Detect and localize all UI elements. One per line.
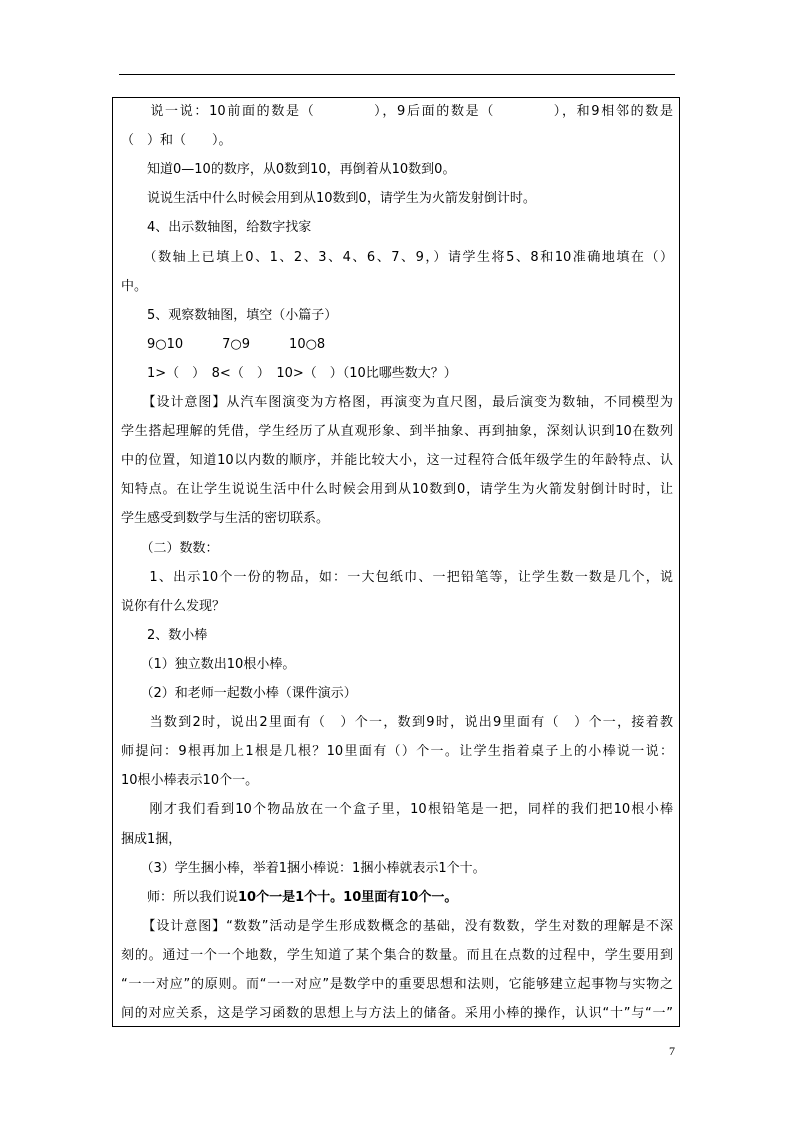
text-line: 说一说：10前面的数是（ ），9后面的数是（ ），和9相邻的数是 [121,104,673,119]
text-line: 【设计意图】从汽车图演变为方格图，再演变为直尺图，最后演变为数轴，不同模型为 [121,395,673,410]
text-line: 间的对应关系，这是学习函数的思想上与方法上的储备。采用小棒的操作，认识“十”与“一” [121,1006,673,1022]
text-line: 5、观察数轴图，填空（小篇子） [121,307,338,323]
text-line: 刻的。通过一个一个地数，学生知道了某个集合的数量。而且在点数的过程中，学生要用到 [121,947,673,963]
text-line: （3）学生捆小棒，举着1捆小棒说：1捆小棒就表示1个十。 [121,860,486,876]
text-line: 中。 [121,278,148,294]
text-line: 9○10 7○9 10○8 [121,336,326,352]
text-line: 说你有什么发现？ [121,598,226,614]
text-line: 学生感受到数学与生活的密切联系。 [121,511,330,527]
text-line: （2）和老师一起数小棒（课件演示） [121,686,357,701]
text-line: 中的位置，知道10以内数的顺序，并能比较大小，这一过程符合低年级学生的年龄特点、认 [121,453,673,469]
text-line [121,890,457,906]
text-line: “一一对应”的原则。而“一一对应”是数学中的重要思想和法则，它能够建立起事物与实物之 [121,977,673,992]
text-line: 学生搭起理解的凭借，学生经历了从直观形象、到半抽象、再到抽象，深刻认识到10在数列 [121,424,673,440]
text-line: （1）独立数出10根小棒。 [121,656,296,672]
text-line: 10根小棒表示10个一。 [121,773,259,789]
text-line: 1>（ ） 8<（ ） 10>（ ）（10比哪些数大？） [121,365,457,381]
page-number: 7 [669,1044,675,1058]
text-line: 【设计意图】“数数”活动是学生形成数概念的基础，没有数数，学生对数的理解是不深 [121,918,673,934]
text-line: 知道0—10的数序，从0数到10，再倒着从10数到0。 [121,162,456,178]
text-line: 2、数小棒 [121,627,208,643]
text-line: （二）数数： [121,540,219,556]
text-line: 1、出示10个一份的物品，如：一大包纸巾、一把铅笔等，让学生数一数是几个，说 [121,569,673,585]
text-line: 师提问：9根再加上1根是几根？10里面有（）个一。让学生指着桌子上的小棒说一说： [121,744,673,760]
text-line: 捆成1捆， [121,831,182,847]
content-table-cell [112,97,680,1027]
text-line: 当数到2时，说出2里面有（ ）个一，数到9时，说出9里面有（ ）个一，接着教 [121,715,673,731]
bold-statement: 10个一是1个十。10里面有10个一。 [238,889,458,905]
text-line: 知特点。在让学生说说生活中什么时候会用到从10数到0，请学生为火箭发射倒计时时，让 [121,482,673,498]
header-rule [119,74,675,75]
text-line: （ ）和（ ）。 [121,133,232,149]
text-line: 4、出示数轴图，给数字找家 [121,220,312,236]
text-line: 说说生活中什么时候会用到从10数到0，请学生为火箭发射倒计时。 [121,191,536,207]
text-line: 刚才我们看到10个物品放在一个盒子里，10根铅笔是一把，同样的我们把10根小棒 [121,802,673,818]
text-line: （数轴上已填上0、1、2、3、4、6、7、9，）请学生将5、8和10准确地填在（） [121,249,673,265]
text-line-prefix: 师：所以我们说 [121,889,239,905]
